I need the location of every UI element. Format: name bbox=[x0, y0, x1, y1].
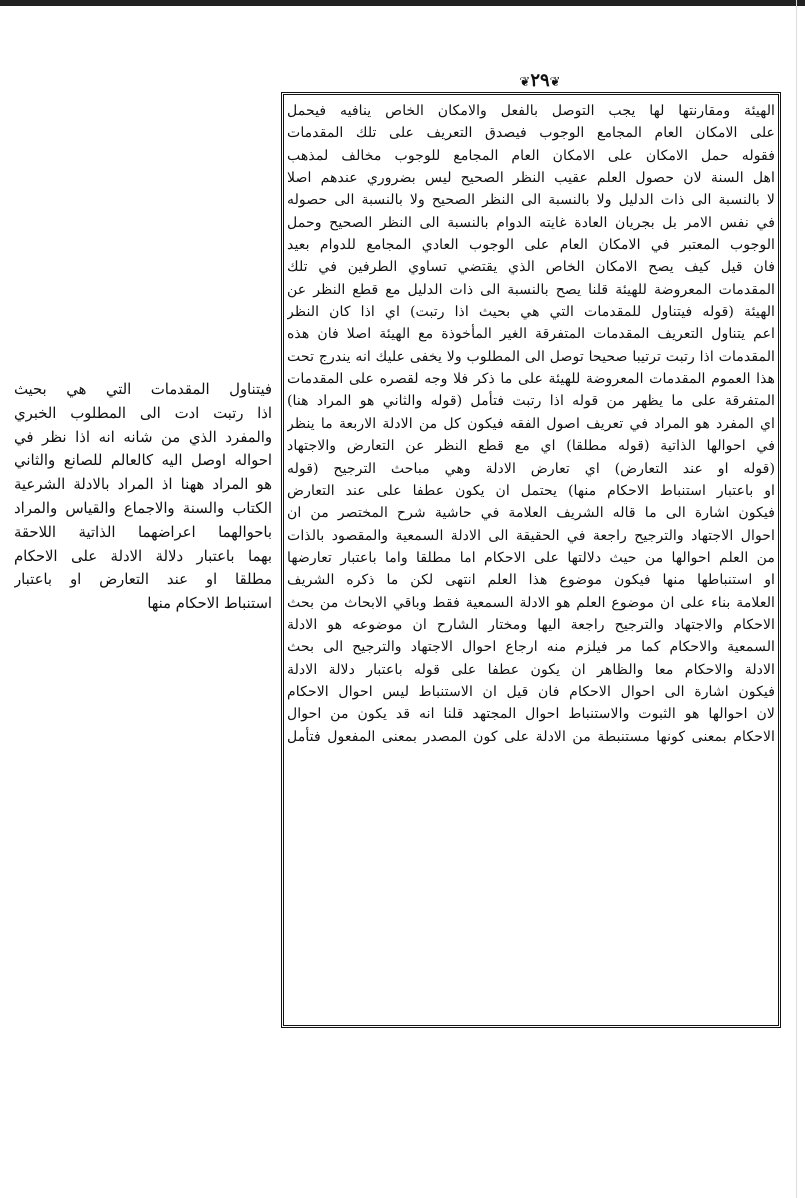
main-text-line: او باعتبار استنباط الاحكام منها) يحتمل ان يكون عطفا على عند التعارض bbox=[287, 482, 775, 499]
margin-note-line: اذا رتبت ادت الى المطلوب الخبري bbox=[14, 404, 272, 422]
main-text-line: لان احوالها هو الثبوت والاستنباط احوال المجتهد قلنا انه قد يكون من احوال bbox=[287, 706, 775, 723]
main-text-line: (قوله او عند التعارض) اي تعارض الادلة وهي مباحث الترجيح (قوله bbox=[287, 460, 775, 477]
margin-note-line: فيتناول المقدمات التي هي بحيث bbox=[14, 381, 272, 398]
main-text-line: العلامة بناء على ان موضوع العلم هو الادلة السمعية فقط وباقي الابحاث من بحث bbox=[287, 594, 775, 611]
main-text-line: اي المفرد هو المراد في تعريف اصول الفقه فيكون كل من الادلة الاربعة ما ينظر bbox=[287, 415, 775, 432]
page-edge bbox=[796, 0, 805, 1198]
margin-note-line: والمفرد الذي من شانه انه اذا نظر في bbox=[14, 428, 272, 446]
main-text-line: على الامكان العام المجامع الوجوب فيصدق التعريف على تلك المقدمات bbox=[287, 125, 775, 142]
main-text-line: او استنباطها منها فيكون موضوع هذا العلم انتهى لكن ما ذكره الشريف bbox=[287, 572, 775, 589]
main-text-line: الاحكام بمعنى كونها مستنبطة من الادلة على كون المصدر بمعنى المفعول فتأمل bbox=[287, 728, 775, 745]
main-text-line: السمعية والاحكام كما مر فيلزم منه ارجاع احوال الاجتهاد والترجيح الى بحث bbox=[287, 639, 775, 656]
main-text-line: المقدمات المعروضة للهيئة قلنا يصح بالنسبة الى ذات الدليل مع قطع النظر عن bbox=[287, 281, 775, 298]
main-text-block bbox=[287, 100, 775, 1020]
main-text-line: اهل السنة لان حصول العلم عقيب النظر الصحيح ليس بضروري عندهم اصلا bbox=[287, 170, 775, 187]
margin-note-line: بهما باعتبار دلالة الادلة على الاحكام bbox=[14, 547, 272, 565]
main-text-line: فيكون اشارة الى احوال الاحكام فان قيل ان الاستنباط ليس احوال الاحكام bbox=[287, 683, 775, 700]
main-text-line: المقدمات اذا رتبت ترتيبا صحيحا توصل الى المطلوب ولا يخفى عليك انه يندرج تحت bbox=[287, 348, 775, 365]
main-text-line: المتفرقة على ما يظهر من قوله اذا رتبت فتأمل (قوله والثاني هو المراد هنا) bbox=[287, 393, 775, 410]
main-text-line: فان قيل كيف يصح الامكان الخاص الذي يقتضي تساوي الطرفين في تلك bbox=[287, 259, 775, 276]
main-text-line: فيكون اشارة الى ما قاله الشريف العلامة في حاشية شرح المختصر من ان bbox=[287, 505, 775, 522]
margin-note-line: باحوالهما اعراضهما الذاتية اللاحقة bbox=[14, 523, 272, 541]
main-text-line: الهيئة ومقارنتها لها يجب التوصل بالفعل والامكان الخاص ينافيه فيحمل bbox=[287, 103, 775, 119]
main-text-line: الهيئة (قوله فيتناول للمقدمات التي هي بحيث اذا رتبت) اي اذا كان النظر bbox=[287, 304, 775, 321]
page-number: ❦ ٢٩ ❦ bbox=[505, 70, 575, 94]
margin-note-line: الكتاب والسنة والاجماع والقياس والمراد bbox=[14, 499, 272, 517]
main-text-line: لا بالنسبة الى ذات الدليل ولا بالنسبة الى النظر الصحيح ولا بالنسبة الى حصوله bbox=[287, 192, 775, 209]
main-text-line: الوجوب المعتبر في الامكان العام على الوجوب العادي المجامع للدوام بعيد bbox=[287, 237, 775, 254]
main-text-line: اعم يتناول التعريف المقدمات المتفرقة الغير المأخوذة مع الهيئة اصلا فان هذه bbox=[287, 326, 775, 343]
main-text-line: في نفس الامر بل بجريان العادة غايته الدوام بالنسبة الى النظر الصحيح وحمل bbox=[287, 214, 775, 231]
margin-note-line: استنباط الاحكام منها bbox=[147, 595, 272, 613]
page-top-rule bbox=[0, 0, 805, 6]
main-text-line: فقوله حمل الامكان على الامكان العام المجامع للوجوب مخالف لمذهب bbox=[287, 147, 775, 164]
main-text-line: هذا العموم المقدمات المعروضة للهيئة على ما ذكر فلا وجه لقصره على المقدمات bbox=[287, 371, 775, 388]
margin-note-line: احواله اوصل اليه كالعالم للصانع والثاني bbox=[14, 452, 272, 470]
margin-note bbox=[14, 378, 272, 616]
main-text-line: من العلم احوالها من حيث دلالتها على الاحكام اما مطلقا واما باعتبار تعارضها bbox=[287, 549, 775, 566]
main-text-line: احوال الاجتهاد والترجيح راجعة في الحقيقة الى الادلة السمعية والمقصود بالذات bbox=[287, 527, 775, 544]
main-text-line: في احوالها الذاتية (قوله مطلقا) اي مع قطع النظر عن التعارض والاجتهاد bbox=[287, 438, 775, 455]
margin-note-line: هو المراد ههنا اذ المراد بالادلة الشرعية bbox=[14, 476, 272, 494]
main-text-line: الادلة والاحكام معا والظاهر ان يكون عطفا على قوله باعتبار دلالة الادلة bbox=[287, 661, 775, 678]
main-text-line: الاحكام والاجتهاد والترجيح راجعة اليها ومختار الشارح ان موضوعه هو الادلة bbox=[287, 616, 775, 633]
margin-note-line: مطلقا او عند التعارض او باعتبار bbox=[14, 571, 272, 589]
